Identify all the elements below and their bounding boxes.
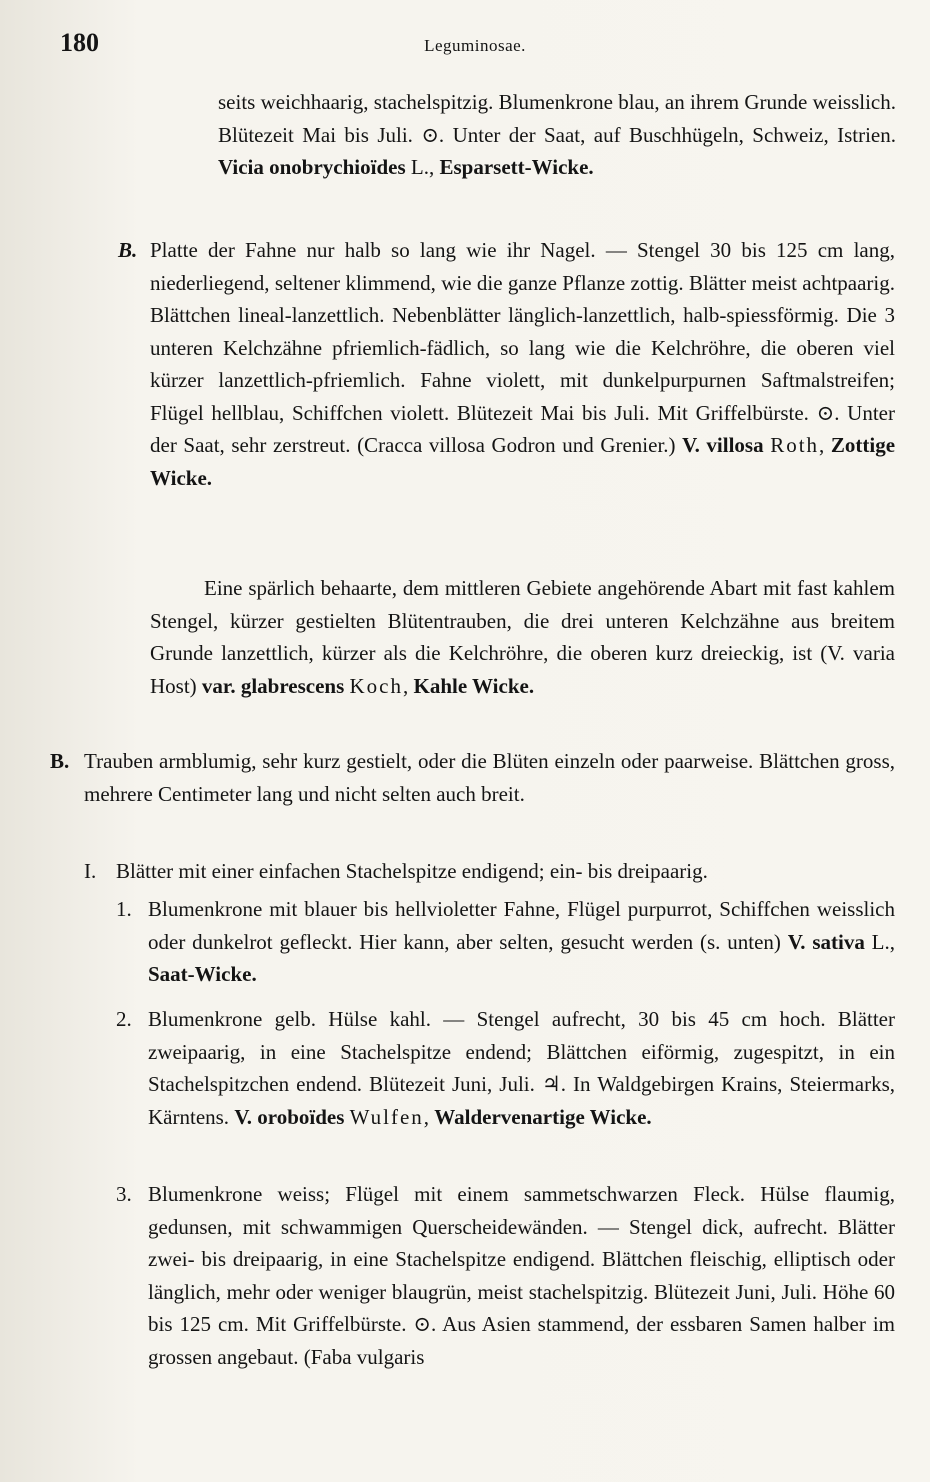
paragraph-text: Blumenkrone gelb. Hülse kahl. — Stengel aufrecht, 30 bis 45 cm hoch. Blätter zweipaarig, in eine Stachelspitze endend; Blättchen eiförmig, zugespitzt, in ein Stachelspitzchen endend. Blütezeit Juni, Juli. ♃. In Waldgebirgen Krains, Steiermarks, Kärntens. xyxy=(148,1007,895,1129)
paragraph-text: seits weichhaarig, stachelspitzig. Blumenkrone blau, an ihrem Grunde weisslich. Blütezeit Mai bis Juli. ⊙. Unter der Saat, auf Buschhügeln, Schweiz, Istrien. xyxy=(218,90,896,147)
paragraph-text: Blumenkrone weiss; Flügel mit einem sammetschwarzen Fleck. Hülse flaumig, gedunsen, mit schwammigen Querscheidewänden. — Stengel dick, aufrecht. Blätter zwei- bis dreipaarig, in eine Stachelspitze endigend. Blättchen fleischig, elliptisch oder länglich, mehr oder weniger blaugrün, meist stachelspitzig. Blütezeit Juni, Juli. Höhe 60 bis 125 cm. Mit Griffelbürste. ⊙. Aus Asien stammend, der essbaren Samen halber im grossen angebaut. (Faba vulgaris xyxy=(148,1182,895,1369)
species-name: V. oroboïdes xyxy=(234,1104,345,1129)
paragraph-text: Blumenkrone mit blauer bis hellvioletter Fahne, Flügel purpurrot, Schiffchen weisslich oder dunkelrot gefleckt. Hier kann, aber selten, gesucht werden (s. unten) xyxy=(148,897,895,954)
author: L., xyxy=(405,155,440,179)
page-number: 180 xyxy=(60,28,99,57)
key-marker-b2: B. xyxy=(50,749,70,773)
paragraph-text: Eine spärlich behaarte, dem mittleren Gebiete angehörende Abart mit fast kahlem Stengel, kürzer gestielten Blütentrauben, die drei unteren Kelchzähne aus breitem Grunde lanzettlich, kürzer als die Kelchröhre, die oberen kurz dreieckig, ist (V. varia Host) xyxy=(150,576,895,698)
key-marker-3: 3. xyxy=(116,1182,132,1206)
key-entry-3-faba xyxy=(148,1178,895,1373)
paragraph-text: Platte der Fahne nur halb so lang wie ihr Nagel. — Stengel 30 bis 125 cm lang, niederliegend, seltener klimmend, wie die ganze Pflanze zottig. Blätter meist achtpaarig. Blättchen lineal-lanzettlich. Nebenblätter länglich-lanzettlich, halb-spiessförmig. Die 3 unteren Kelchzähne pfriemlich-fädlich, so lang wie die Kelchröhre, die oberen viel kürzer lanzettlich-pfriemlich. Fahne violett, mit dunkelpurpurnen Saftmalstreifen; Flügel hellblau, Schiffchen violett. Blütezeit Mai bis Juli. Mit Griffelbürste. ⊙. Unter der Saat, sehr zerstreut. (Cracca villosa Godron und Grenier.) xyxy=(150,238,895,457)
paragraph-text: Blätter mit einer einfachen Stachelspitze endigend; ein- bis dreipaarig. xyxy=(116,859,708,883)
author: Wulfen xyxy=(349,1104,424,1129)
author: L., xyxy=(864,929,896,954)
variety-paragraph: Eine spärlich behaarte, dem mittleren Gebiete angehörende Abart mit fast kahlem Stengel, kürzer gestielten Blütentrauben, die drei unteren Kelchzähne aus breitem Grunde lanzettlich, kürzer als die Kelchröhre, die oberen kurz dreieckig, ist (V. varia Host) var. glabrescens Koch, Kahle Wicke. xyxy=(150,576,895,698)
key-entry-b-trauben xyxy=(84,745,895,810)
key-entry-i xyxy=(116,855,895,888)
paragraph-text: Trauben armblumig, sehr kurz gestielt, oder die Blüten einzeln oder paarweise. Blättchen gross, mehrere Centimeter lang und nicht selten auch breit. xyxy=(84,749,895,806)
species-name: Vicia onobrychioïdes xyxy=(218,155,406,179)
key-entry-2-oroboides: Blumenkrone gelb. Hülse kahl. — Stengel aufrecht, 30 bis 45 cm hoch. Blätter zweipaarig, in eine Stachelspitze endend; Blättchen eiförmig, zugespitzt, in ein Stachelspitzchen endend. Blütezeit Juni, Juli. ♃. In Waldgebirgen Krains, Steiermarks, Kärntens. V. oroboïdes Wulfen, Waldervenartige Wicke. xyxy=(148,1007,895,1129)
key-entry-b-villosa: Platte der Fahne nur halb so lang wie ihr Nagel. — Stengel 30 bis 125 cm lang, niederliegend, seltener klimmend, wie die ganze Pflanze zottig. Blätter meist achtpaarig. Blättchen lineal-lanzettlich. Nebenblätter länglich-lanzettlich, halb-spiessförmig. Die 3 unteren Kelchzähne pfriemlich-fädlich, so lang wie die Kelchröhre, die oberen viel kürzer lanzettlich-pfriemlich. Fahne violett, mit dunkelpurpurnen Saftmalstreifen; Flügel hellblau, Schiffchen violett. Blütezeit Mai bis Juli. Mit Griffelbürste. ⊙. Unter der Saat, sehr zerstreut. (Cracca villosa Godron und Grenier.) V. villosa Roth, Zottige Wicke. xyxy=(150,238,896,490)
key-marker-i: I. xyxy=(84,859,97,883)
species-name: V. villosa xyxy=(682,433,764,457)
common-name: Waldervenartige Wicke. xyxy=(434,1104,652,1129)
common-name: Kahle Wicke. xyxy=(413,673,535,698)
running-title: Leguminosae. xyxy=(424,36,526,55)
key-marker-b: B. xyxy=(118,238,138,262)
species-name: V. sativa xyxy=(787,929,865,954)
paragraph-continuation xyxy=(218,86,896,184)
key-entry-1-sativa xyxy=(148,893,895,991)
author: Koch xyxy=(349,673,404,698)
author: Roth xyxy=(770,433,820,457)
common-name: Zottige Wicke. xyxy=(150,433,896,490)
key-marker-2: 2. xyxy=(116,1007,132,1031)
page-header xyxy=(60,28,890,64)
common-name: Saat-Wicke. xyxy=(148,962,257,986)
key-marker-1: 1. xyxy=(116,897,132,921)
common-name: Esparsett-Wicke. xyxy=(439,155,594,179)
variety-name: var. glabrescens xyxy=(201,673,345,698)
